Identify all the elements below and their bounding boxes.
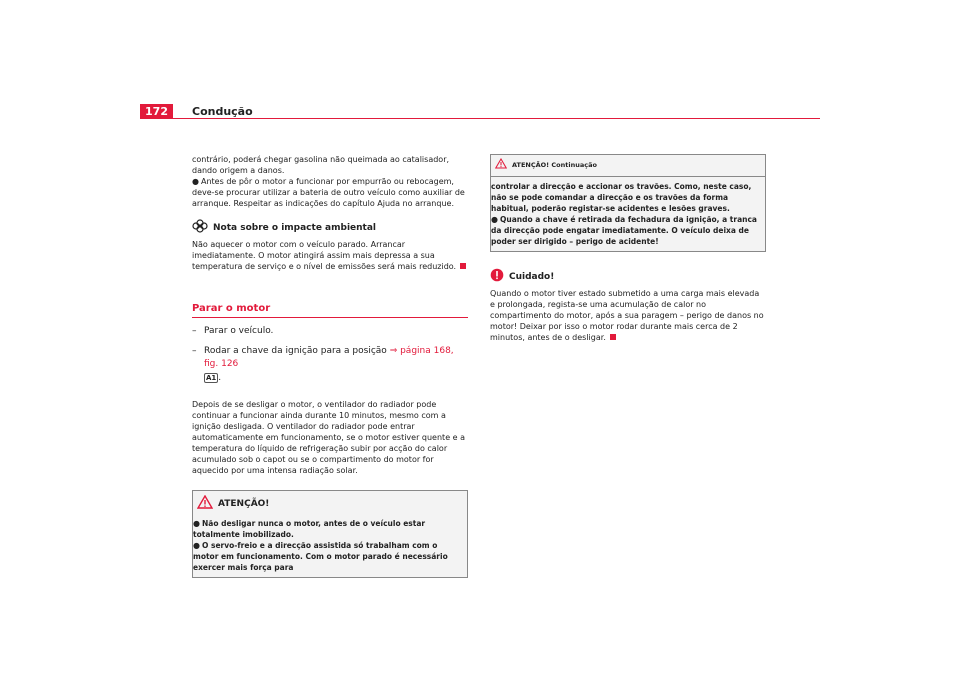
step-2: – Rodar a chave da ignição para a posição ⇒ página 168, fig. 126 A1 . <box>192 346 454 383</box>
environment-note-text: Não aquecer o motor com o veículo parado. Arrancar imediatamente. O motor atingirá assim mais depressa a sua temperatura de serviço e o nível de emissões será mais reduzido. <box>192 239 468 272</box>
warning-bullet-2: ● O servo-freio e a direcção assistida só trabalham com o motor em funcionamento. Com o motor parado é necessário exercer mais força para <box>193 541 448 572</box>
warning-continuation-box <box>490 154 766 252</box>
page-reference-link[interactable]: ⇒ página 168, fig. 126 <box>204 346 454 369</box>
warning-continuation-heading: ATENÇÃO! Continuação <box>491 158 765 177</box>
environment-note-title: Nota sobre o impacte ambiental <box>213 222 377 233</box>
environment-note-heading <box>192 219 468 237</box>
bullet-icon: ● <box>491 215 498 224</box>
bullet-icon: ● <box>193 519 200 528</box>
bullet-icon: ● <box>192 177 199 186</box>
warning-continuation-bullet: ● Quando a chave é retirada da fechadura da ignição, a tranca da direcção pode engatar imediatamente. O veículo deixa de poder ser dirigido – perigo de acidente! <box>491 215 757 246</box>
end-mark-icon <box>460 263 466 269</box>
right-column <box>490 154 766 343</box>
warning-triangle-icon <box>197 495 213 513</box>
warning-continuation-text: controlar a direcção e accionar os travões. Como, neste caso, não se pode comandar a direcção e os travões da forma habitual, poderão registar-se acidentes e lesões graves. <box>491 182 752 213</box>
warning-box <box>192 490 468 578</box>
step-1: – Parar o veículo. <box>192 326 274 336</box>
warning-bullet-1: ● Não desligar nunca o motor, antes de o veículo estar totalmente imobilizado. <box>193 519 426 539</box>
left-column <box>192 154 468 578</box>
warning-triangle-icon <box>495 158 507 173</box>
caution-icon <box>490 268 504 286</box>
header-divider <box>173 118 820 119</box>
end-mark-icon <box>610 334 616 340</box>
figure-marker-a1: A1 <box>206 374 217 382</box>
intro-paragraph: contrário, poderá chegar gasolina não queimada ao catalisador, dando origem a danos. <box>192 155 450 175</box>
page-title: Condução <box>192 105 253 118</box>
flower-icon <box>192 219 208 237</box>
body-paragraph: Depois de se desligar o motor, o ventilador do radiador pode continuar a funcionar ainda durante 10 minutos, mesmo com a ignição desligada. O ventilador do radiador pode entrar automaticamente em funcionamento, se o motor estiver quente e a temperatura do líquido de refrigeração subir por acção do calor acumulado sob o capot ou se o compartimento do motor for aquecido por uma intensa radiação solar. <box>192 400 466 475</box>
bullet-text: Antes de pôr o motor a funcionar por empurrão ou rebocagem, deve-se procurar utilizar a bateria de outro veículo como auxiliar de arranque. Respeitar as indicações do capítulo Ajuda no arranque. <box>192 177 465 208</box>
section-title: Parar o motor <box>192 302 468 318</box>
bullet-icon: ● <box>193 541 200 550</box>
caution-heading: Cuidado! <box>490 268 766 286</box>
caution-text: Quando o motor tiver estado submetido a uma carga mais elevada e prolongada, regista-se uma acumulação de calor no compartimento do motor, após a sua paragem – perigo de danos no motor! Deixar por isso o motor rodar durante mais cerca de 2 minutos, antes de o desligar. <box>490 289 764 342</box>
page-number: 172 <box>140 104 173 119</box>
warning-heading: ATENÇÃO! <box>193 495 462 513</box>
bullet-paragraph <box>192 176 468 209</box>
